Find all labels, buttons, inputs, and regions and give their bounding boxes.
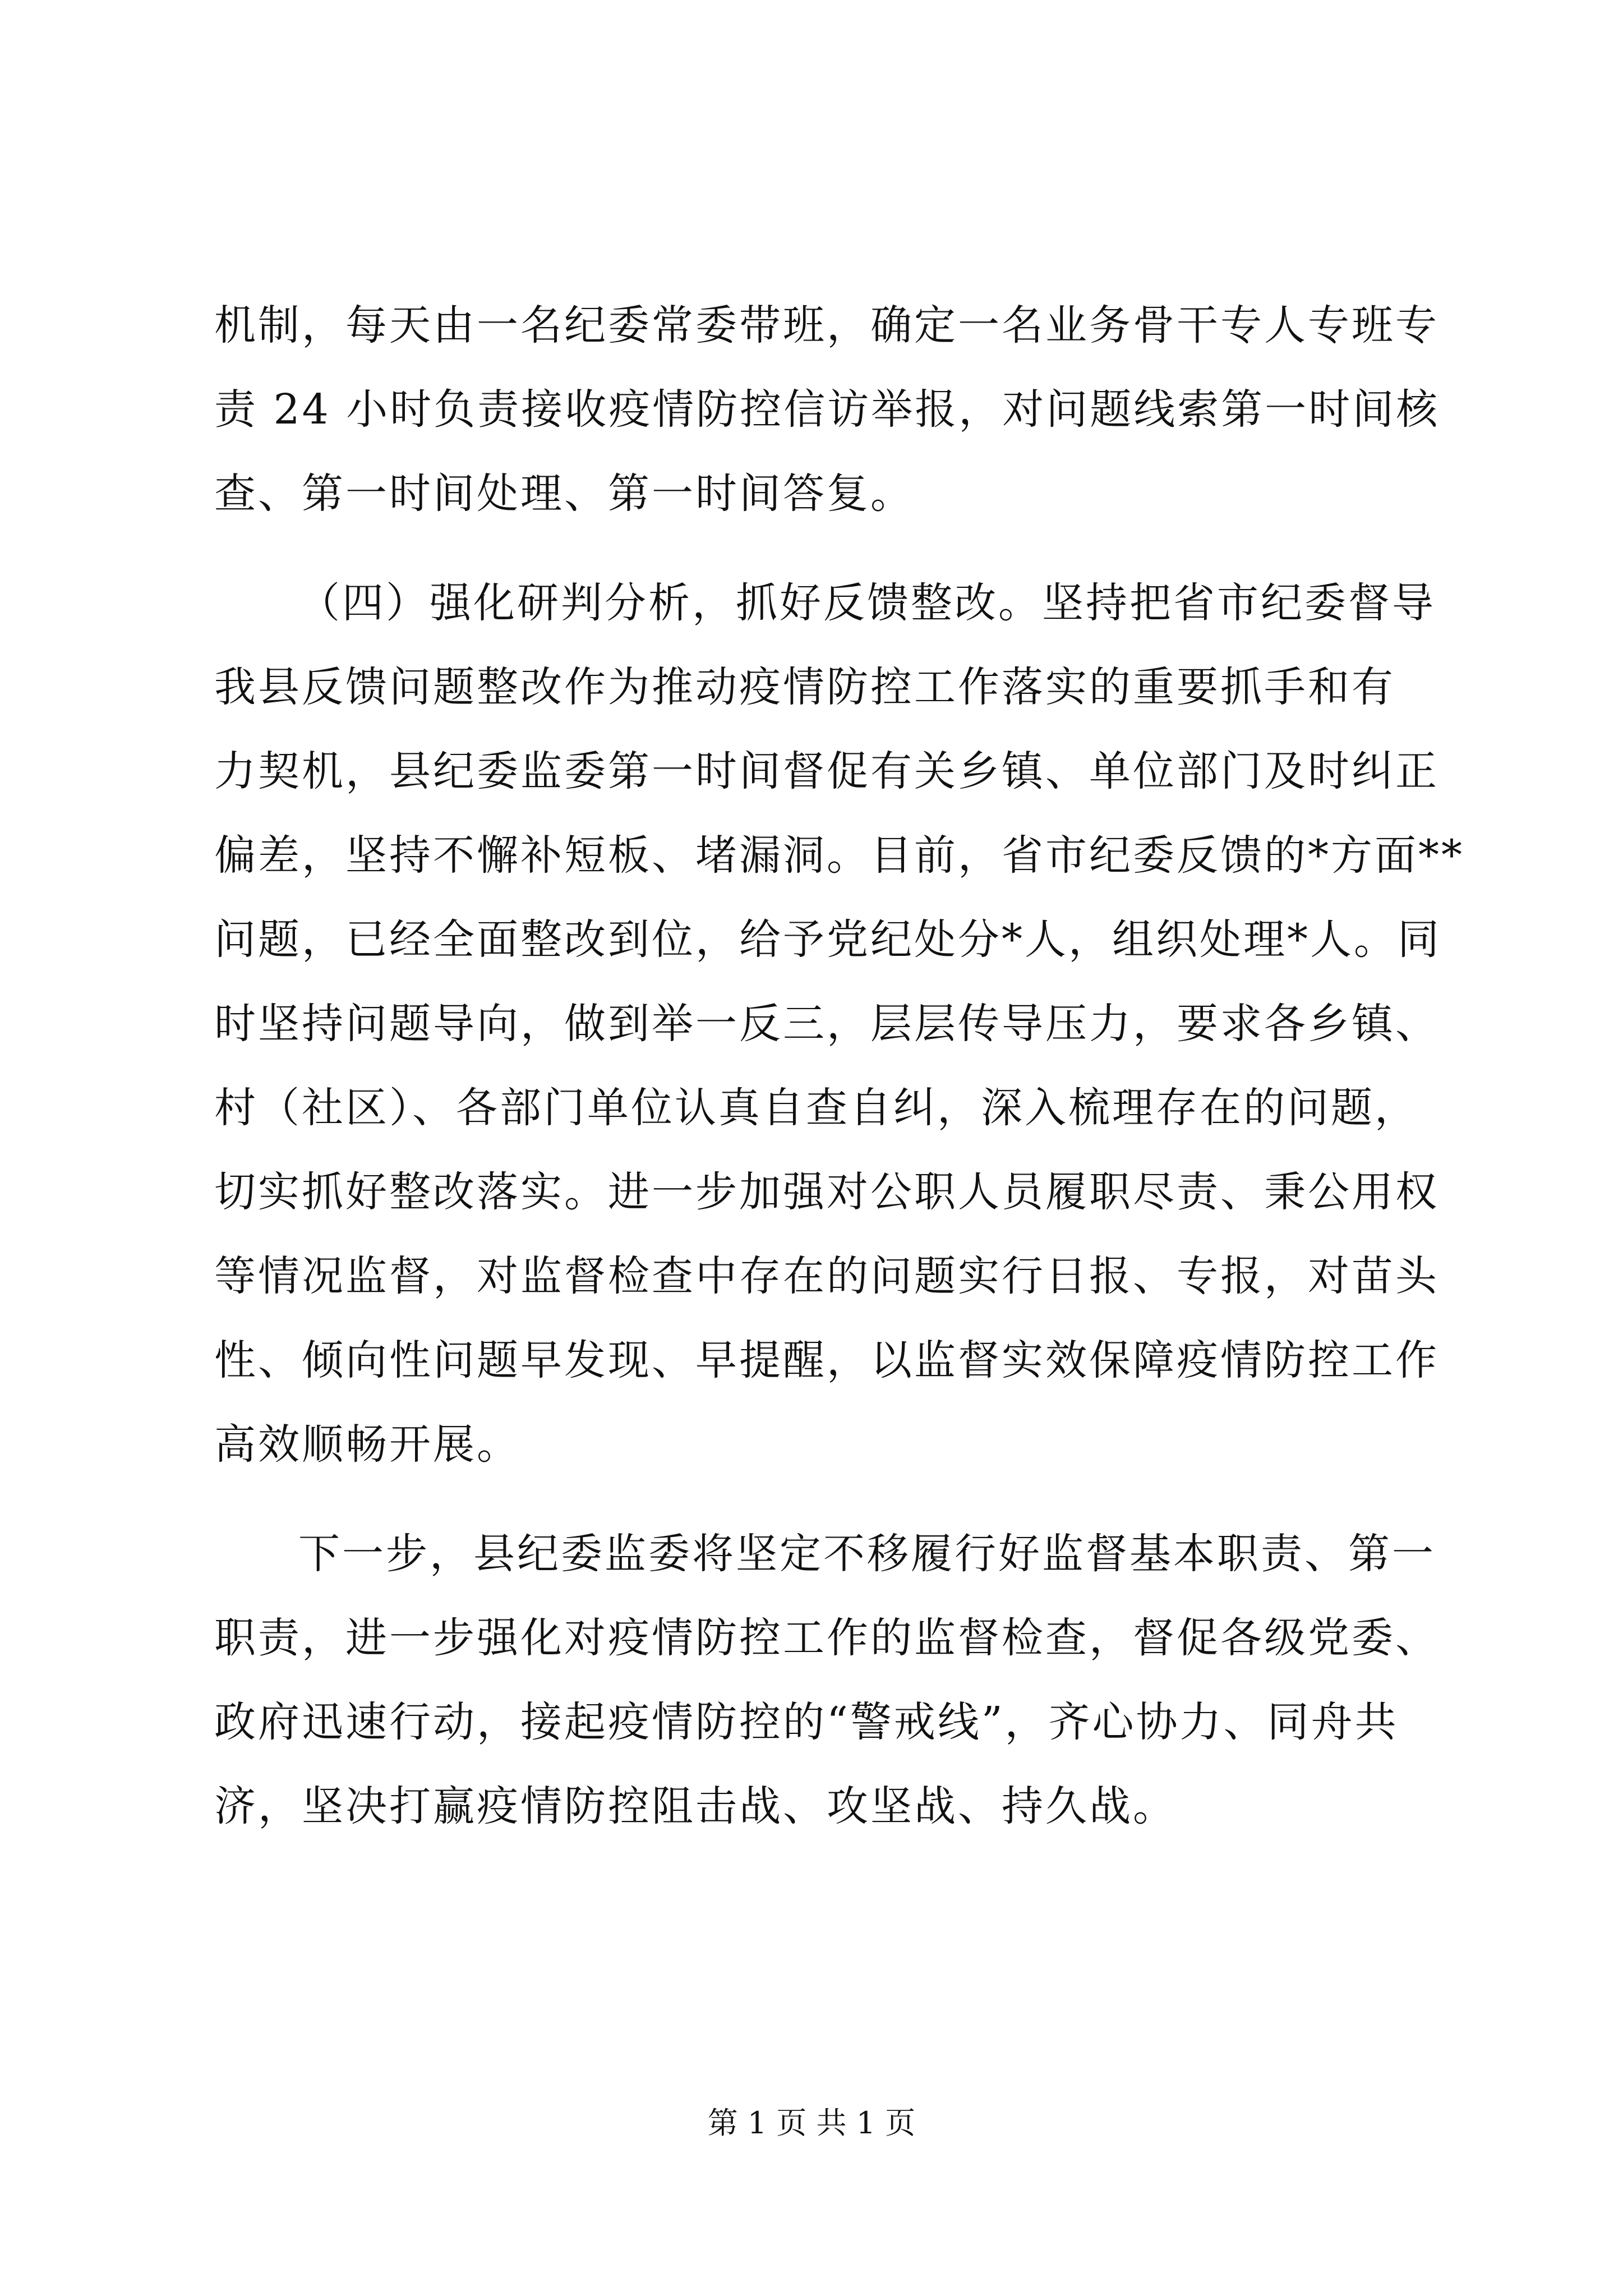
document-body xyxy=(214,283,1464,1848)
paragraph-3-line-3: 政府迅速行动，接起疫情防控的“警戒线”，齐心协力、同舟共 xyxy=(214,1698,1399,1746)
paragraph-2-line-2: 我县反馈问题整改作为推动疫情防控工作落实的重要抓手和有 xyxy=(214,663,1395,711)
paragraph-2-line-5: 问题，已经全面整改到位，给予党纪处分*人，组织处理*人。同 xyxy=(214,915,1441,964)
paragraph-3-line-4: 济，坚决打赢疫情防控阻击战、攻坚战、持久战。 xyxy=(214,1782,1177,1830)
paragraph-2-line-1: （四）强化研判分析，抓好反馈整改。坚持把省市纪委督导 xyxy=(298,579,1436,627)
paragraph-2-line-3: 力契机，县纪委监委第一时间督促有关乡镇、单位部门及时纠正 xyxy=(214,747,1439,795)
paragraph-1-line-3: 查、第一时间处理、第一时间答复。 xyxy=(214,470,914,518)
paragraph-2-line-9: 等情况监督，对监督检查中存在的问题实行日报、专报，对苗头 xyxy=(214,1252,1439,1300)
paragraph-2-line-10: 性、倾向性问题早发现、早提醒，以监督实效保障疫情防控工作 xyxy=(214,1336,1439,1384)
paragraph-3-line-1: 下一步，县纪委监委将坚定不移履行好监督基本职责、第一 xyxy=(298,1530,1436,1578)
paragraph-2-line-4: 偏差，坚持不懈补短板、堵漏洞。目前，省市纪委反馈的*方面** xyxy=(214,831,1464,880)
paragraph-2-line-8: 切实抓好整改落实。进一步加强对公职人员履职尽责、秉公用权 xyxy=(214,1168,1439,1216)
paragraph-2-line-11: 高效顺畅开展。 xyxy=(214,1420,520,1469)
paragraph-2-line-7: 村（社区）、各部门单位认真自查自纠，深入梳理存在的问题， xyxy=(214,1084,1418,1132)
page-number-footer: 第 1 页 共 1 页 xyxy=(707,2105,916,2141)
paragraph-2-line-6: 时坚持问题导向，做到举一反三，层层传导压力，要求各乡镇、 xyxy=(214,1000,1439,1048)
paragraph-3-line-2: 职责，进一步强化对疫情防控工作的监督检查，督促各级党委、 xyxy=(214,1614,1439,1662)
paragraph-1-line-2: 责 24 小时负责接收疫情防控信访举报，对问题线索第一时间核 xyxy=(214,385,1440,434)
paragraph-1-line-1: 机制，每天由一名纪委常委带班，确定一名业务骨干专人专班专 xyxy=(214,301,1439,349)
